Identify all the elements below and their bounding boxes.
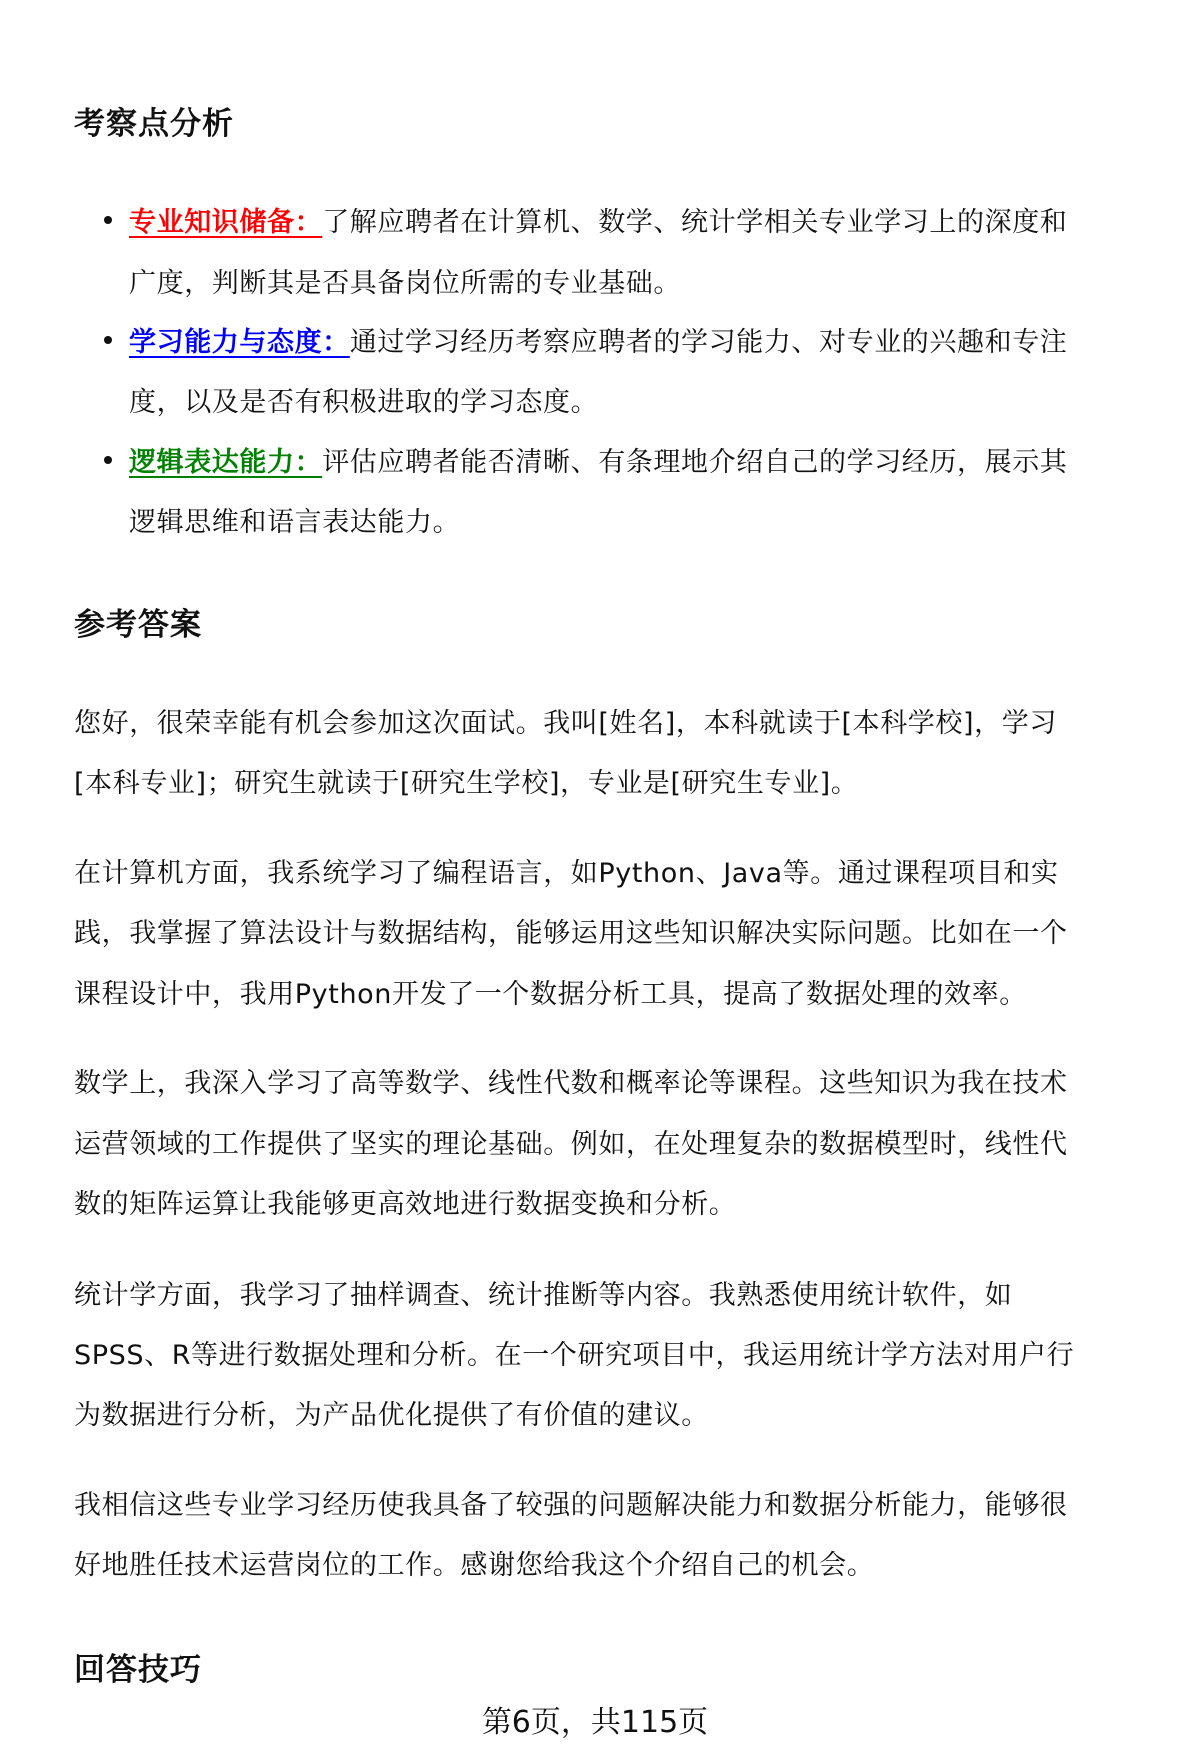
bullet-dot [104, 216, 112, 224]
paragraph-line: 在计算机方面，我系统学习了编程语言，如Python、Java等。通过课程项目和实 [74, 858, 1059, 889]
bullet-text: 了解应聘者在计算机、数学、统计学相关专业学习上的深度和 [322, 207, 1068, 238]
bullet-dot [104, 336, 112, 344]
paragraph-line: 数学上，我深入学习了高等数学、线性代数和概率论等课程。这些知识为我在技术 [74, 1068, 1068, 1099]
paragraph-line: 数的矩阵运算让我能够更高效地进行数据变换和分析。 [74, 1189, 737, 1220]
paragraph-line: 好地胜任技术运营岗位的工作。感谢您给我这个介绍自己的机会。 [74, 1550, 875, 1581]
keyword-link[interactable]: 学习能力与态度： [129, 327, 350, 358]
paragraph-line: [本科专业]；研究生就读于[研究生学校]，专业是[研究生专业]。 [74, 768, 859, 799]
bullet-item-knowledge [129, 200, 1067, 239]
bullet-text: 广度，判断其是否具备岗位所需的专业基础。 [129, 268, 681, 299]
section-heading-analysis: 考察点分析 [74, 106, 234, 142]
section-heading-answer: 参考答案 [74, 607, 202, 643]
section-heading-tips: 回答技巧 [74, 1652, 202, 1688]
paragraph-line: 您好，很荣幸能有机会参加这次面试。我叫[姓名]，本科就读于[本科学校]，学习 [74, 708, 1057, 739]
paragraph-line: 课程设计中，我用Python开发了一个数据分析工具，提高了数据处理的效率。 [74, 979, 1027, 1010]
bullet-text: 度，以及是否有积极进取的学习态度。 [129, 387, 599, 418]
keyword-link[interactable]: 逻辑表达能力： [129, 447, 323, 478]
paragraph-line: SPSS、R等进行数据处理和分析。在一个研究项目中，我运用统计学方法对用户行 [74, 1340, 1075, 1371]
bullet-text: 通过学习经历考察应聘者的学习能力、对专业的兴趣和专注 [349, 327, 1068, 358]
bullet-item-logic [129, 440, 1067, 479]
bullet-text: 评估应聘者能否清晰、有条理地介绍自己的学习经历，展示其 [322, 447, 1068, 478]
bullet-dot [104, 456, 112, 464]
paragraph-line: 统计学方面，我学习了抽样调查、统计推断等内容。我熟悉使用统计软件，如 [74, 1280, 1013, 1311]
paragraph-line: 践，我掌握了算法设计与数据结构，能够运用这些知识解决实际问题。比如在一个 [74, 918, 1068, 949]
keyword-link[interactable]: 专业知识储备： [129, 207, 323, 238]
paragraph-line: 为数据进行分析，为产品优化提供了有价值的建议。 [74, 1400, 709, 1431]
bullet-item-learning [129, 320, 1067, 359]
bullet-text: 逻辑思维和语言表达能力。 [129, 507, 461, 538]
paragraph-line: 运营领域的工作提供了坚实的理论基础。例如，在处理复杂的数据模型时，线性代 [74, 1129, 1068, 1160]
paragraph-line: 我相信这些专业学习经历使我具备了较强的问题解决能力和数据分析能力，能够很 [74, 1490, 1068, 1521]
page-number: 第6页，共115页 [481, 1705, 709, 1740]
